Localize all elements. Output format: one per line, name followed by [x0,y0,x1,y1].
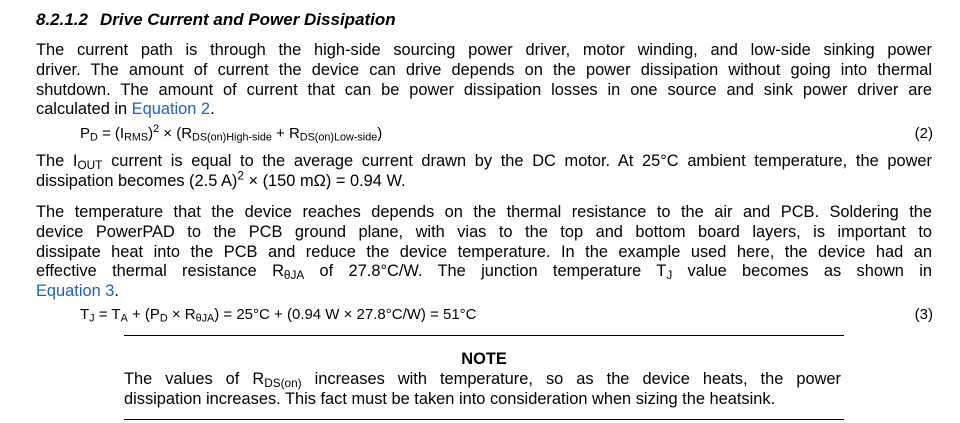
text-line: effective thermal resistance $R_{\theta JA}$ of 27.8°C/W. The junction temperature $T_J$ value becomes as shown in [36,262,932,283]
text-line: The current path is through the high-side sourcing power driver, motor winding, and low-side sinking power [36,41,932,59]
text-line: The $I_{OUT}$ current is equal to the average current drawn by the DC motor. At 25°C ambient temperature, the power [36,152,933,172]
section-number: 8.2.1.2 [36,10,88,29]
note-body [124,370,841,410]
text-line: dissipate heat into the PCB and reduce the device temperature. In the example used here, the device had an [36,242,932,261]
text-line: The values of $R_{DS(on)}$ increases with temperature, so as the device heats, the power [124,370,842,390]
text-line: dissipation becomes (2.5 A)$^2$ × (150 mΩ) = 0.94 W. [36,168,406,190]
text-line: The temperature that the device reaches depends on the thermal resistance to the air and PCB. Soldering the [36,203,932,221]
text-line: device PowerPAD to the PCB ground plane, with vias to the top and bottom board layers, is important to [36,222,932,241]
text-line: driver. The amount of current the device can drive depends on the power dissipation without going into thermal [36,60,932,79]
text-line: dissipation increases. This fact must be taken into consideration when sizing the heatsink. [124,389,776,408]
paragraph-current-path [36,41,932,120]
equation-3-expression: $T_J = T_A + (P_D \times R_{\theta JA}) = 25^\circ C + (0.94$ W × 27.8°C/W) = 51°C [80,306,477,325]
text-line: calculated in Equation 2. [36,100,215,119]
equation-3-link[interactable]: Equation 3 [36,282,115,301]
equation-2-link[interactable]: Equation 2 [131,100,211,119]
paragraph-thermal [36,203,932,302]
equation-3-number: (3) [914,306,933,323]
text-line: Equation 3. [36,282,119,301]
equation-2-expression: $P_D = (I_{RMS})^2 \times (R_{DS(on)High-side} + R_{DS(on)Low-side})$ [80,123,383,144]
section-heading [36,10,396,30]
equation-2-number: (2) [914,125,933,142]
note-title: NOTE [461,350,507,368]
section-title: Drive Current and Power Dissipation [100,10,396,29]
text-line: shutdown. The amount of current that can be power dissipation losses in one source and sink power driver are [36,80,932,99]
note-bottom-rule [124,419,844,420]
note-top-rule [124,335,844,336]
paragraph-iout [36,152,932,192]
